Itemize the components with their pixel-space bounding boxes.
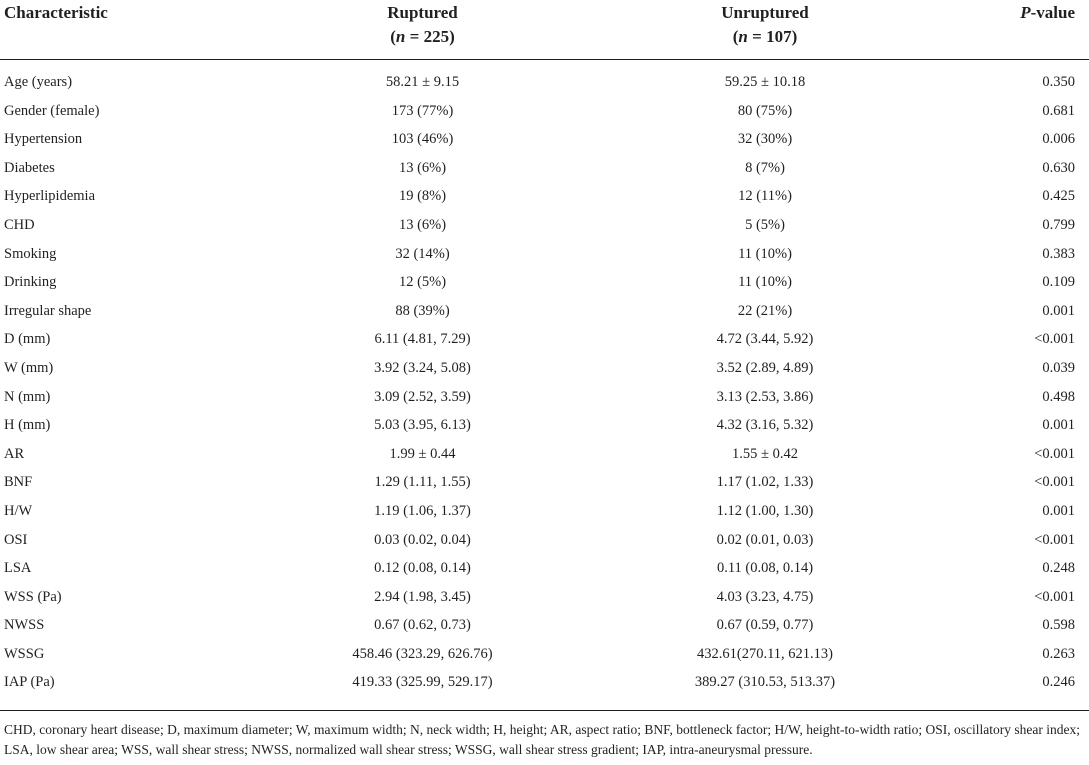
cell-ruptured: 13 (6%) [398,216,447,233]
cell-ruptured: 19 (8%) [398,188,447,205]
cell-p-value: 0.630 [1042,159,1075,176]
cell-characteristic: Drinking [4,274,57,291]
header-ruptured-n-value: = 225 [405,27,450,46]
cell-unruptured: 0.02 (0.01, 0.03) [716,531,814,548]
cell-p-value: 0.248 [1042,560,1075,577]
table-row [0,354,1089,383]
header-unruptured: Unruptured (n = 107) [595,0,935,60]
table-header [0,0,1089,60]
cell-characteristic: Diabetes [4,159,55,176]
cell-unruptured: 1.55 ± 0.42 [732,445,798,462]
cell-ruptured: 419.33 (325.99, 529.17) [352,674,493,691]
table-row [0,268,1089,297]
table-row [0,611,1089,640]
cell-unruptured: 0.11 (0.08, 0.14) [716,560,814,577]
cell-characteristic: IAP (Pa) [4,674,55,691]
table-row [0,97,1089,126]
cell-characteristic: N (mm) [4,388,51,405]
cell-ruptured: 5.03 (3.95, 6.13) [374,417,471,434]
cell-unruptured: 4.32 (3.16, 5.32) [716,417,814,434]
cell-characteristic: H/W [4,502,33,519]
cell-characteristic: BNF [4,474,33,491]
table-footnote: CHD, coronary heart disease; D, maximum diameter; W, maximum width; N, neck width; H, height; AR, aspect ratio; BNF, bottleneck factor; H/W, height-to-width ratio; OSI, oscillatory shear index; LSA, low shear area; WSS, wall shear stress; NWSS, normalized wall shear stress; WSSG, wall shear stress gradient; IAP, intra-aneurysmal pressure. [4,722,1080,757]
cell-ruptured: 1.19 (1.06, 1.37) [374,502,471,519]
cell-p-value: 0.425 [1042,188,1075,205]
cell-ruptured: 3.09 (2.52, 3.59) [374,388,471,405]
cell-p-value: 0.498 [1042,388,1075,405]
table-row [0,325,1089,354]
cell-p-value: 0.001 [1042,302,1075,319]
cell-characteristic: Age (years) [4,74,73,90]
table-row [0,383,1089,412]
table-row [0,211,1089,240]
cell-unruptured: 3.52 (2.89, 4.89) [716,359,814,376]
table-row [0,583,1089,612]
cell-ruptured: 0.67 (0.62, 0.73) [374,617,471,634]
cell-ruptured: 3.92 (3.24, 5.08) [374,359,471,376]
table-row [0,468,1089,497]
cell-unruptured: 12 (11%) [738,188,792,205]
cell-unruptured: 32 (30%) [737,131,793,148]
table-row [0,154,1089,183]
header-unruptured-n-value: = 107 [747,27,792,46]
cell-characteristic: LSA [4,560,32,577]
cell-unruptured: 5 (5%) [745,216,785,233]
cell-p-value: 0.598 [1042,617,1075,634]
table-row [0,297,1089,326]
cell-p-value: <0.001 [1034,474,1075,491]
header-characteristic [0,0,250,60]
cell-p-value: 0.246 [1042,674,1075,691]
header-unruptured-n-label: n [738,27,748,46]
cell-unruptured: 1.12 (1.00, 1.30) [716,502,814,519]
cell-unruptured: 4.03 (3.23, 4.75) [716,588,814,605]
cell-unruptured: 1.17 (1.02, 1.33) [716,474,814,491]
cell-characteristic: OSI [4,531,28,548]
cell-unruptured: 11 (10%) [738,274,792,291]
cell-characteristic: CHD [4,216,35,233]
table-body [0,60,1089,704]
cell-characteristic: W (mm) [4,359,54,376]
cell-ruptured: 32 (14%) [395,245,450,262]
cell-ruptured: 458.46 (323.29, 626.76) [352,645,493,662]
table-row [0,182,1089,211]
cell-unruptured: 0.67 (0.59, 0.77) [716,617,814,634]
cell-characteristic: Gender (female) [4,102,100,119]
cell-p-value: 0.383 [1042,245,1075,262]
cell-unruptured: 80 (75%) [737,102,793,119]
cell-ruptured: 0.03 (0.02, 0.04) [374,531,471,548]
cell-p-value: 0.263 [1042,645,1075,662]
table-row [0,240,1089,269]
header-p-rest: -value [1030,3,1075,22]
cell-ruptured: 58.21 ± 9.15 [385,74,460,90]
cell-unruptured: 3.13 (2.53, 3.86) [716,388,814,405]
cell-ruptured: 173 (77%) [391,102,454,119]
cell-characteristic: WSSG [4,645,45,662]
table-row [0,668,1089,703]
header-ruptured-n-label: n [395,27,406,46]
cell-characteristic: AR [4,445,25,462]
cell-unruptured: 22 (21%) [737,302,793,319]
cell-p-value: <0.001 [1034,531,1075,548]
cell-p-value: 0.001 [1042,417,1075,434]
cell-unruptured: 8 (7%) [745,159,785,176]
header-characteristic-label: Characteristic [4,3,108,22]
cell-ruptured: 0.12 (0.08, 0.14) [374,560,471,577]
header-unruptured-label: Unruptured [721,3,809,22]
cell-ruptured: 88 (39%) [395,302,450,319]
cell-unruptured: 59.25 ± 10.18 [724,74,806,90]
cell-p-value: 0.681 [1042,102,1075,119]
cell-ruptured: 103 (46%) [391,131,454,148]
cell-p-value: 0.350 [1042,74,1075,90]
cell-p-value: 0.109 [1042,274,1075,291]
cell-characteristic: Irregular shape [4,302,92,319]
cell-p-value: <0.001 [1034,331,1075,348]
header-p-italic: P [1020,3,1031,22]
table-row [0,60,1089,97]
header-ruptured: Ruptured (n = 225) [250,0,595,60]
header-p-value [935,0,1089,60]
cell-unruptured: 432.61(270.11, 621.13) [697,645,833,662]
cell-p-value: 0.039 [1042,359,1075,376]
table-row [0,125,1089,154]
cell-p-value: 0.799 [1042,216,1075,233]
cell-ruptured: 12 (5%) [398,274,447,291]
header-ruptured-label: Ruptured [387,3,458,22]
cell-unruptured: 389.27 (310.53, 513.37) [694,674,836,691]
cell-characteristic: Smoking [4,245,57,262]
table-row [0,554,1089,583]
cell-characteristic: Hyperlipidemia [4,188,96,205]
table-row [0,640,1089,669]
cell-p-value: <0.001 [1034,588,1075,605]
cell-ruptured: 1.99 ± 0.44 [389,445,456,462]
cell-unruptured: 4.72 (3.44, 5.92) [716,331,814,348]
cell-p-value: 0.006 [1042,131,1075,148]
cell-p-value: 0.001 [1042,502,1075,519]
table-row [0,497,1089,526]
cell-characteristic: NWSS [4,617,45,634]
cell-characteristic: WSS (Pa) [4,588,62,605]
cell-ruptured: 1.29 (1.11, 1.55) [374,474,471,491]
cell-ruptured: 6.11 (4.81, 7.29) [374,331,471,348]
table-row [0,440,1089,469]
cell-ruptured: 13 (6%) [398,159,447,176]
cell-characteristic: D (mm) [4,331,51,348]
table-bottom-rule [0,710,1089,711]
cell-p-value: <0.001 [1034,445,1075,462]
cell-characteristic: H (mm) [4,417,51,434]
header-row [0,0,1089,60]
table-row [0,526,1089,555]
cell-characteristic: Hypertension [4,131,83,148]
table-row [0,411,1089,440]
cell-unruptured: 11 (10%) [738,245,792,262]
cell-ruptured: 2.94 (1.98, 3.45) [374,588,471,605]
